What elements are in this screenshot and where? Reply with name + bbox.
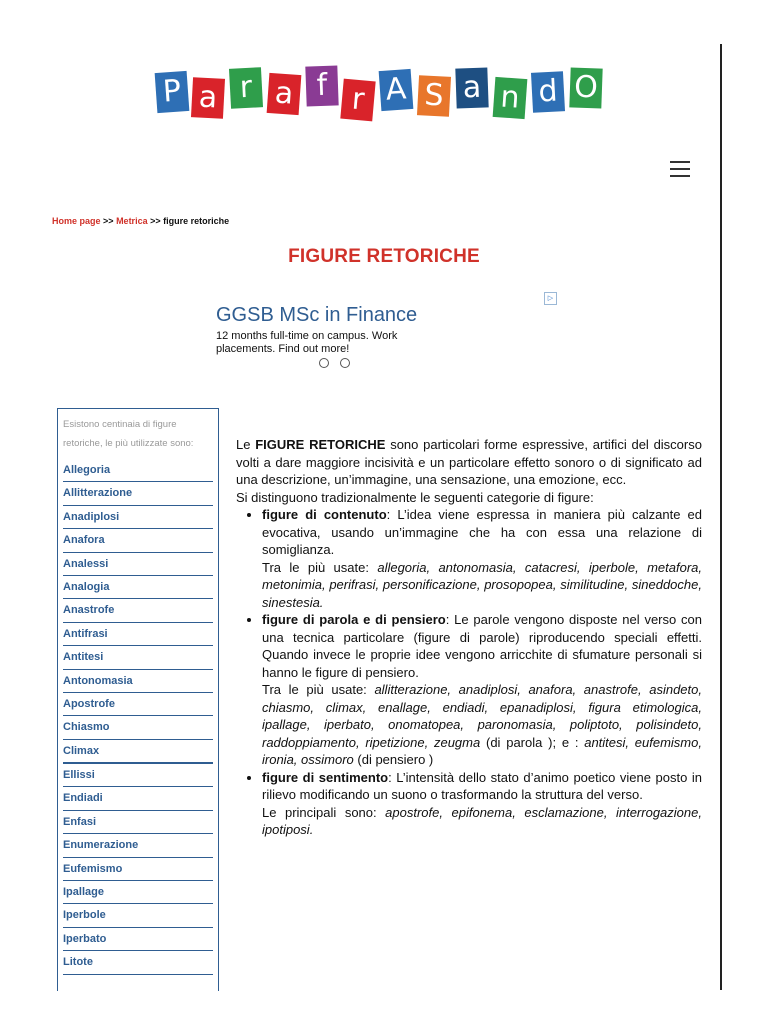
sidebar-item-ellissi[interactable]: Ellissi: [63, 764, 213, 787]
category-title: figure di parola e di pensiero: [262, 612, 446, 627]
intro-paragraph: [236, 436, 702, 489]
intro-bold: FIGURE RETORICHE: [255, 437, 386, 452]
sidebar-item-ipallage[interactable]: Ipallage: [63, 881, 213, 904]
sidebar-item-enfasi[interactable]: Enfasi: [63, 811, 213, 834]
sidebar-item-allitterazione[interactable]: Allitterazione: [63, 482, 213, 505]
figure-names: allitterazione, anadiplosi, anafora, anastrofe, asindeto, chiasmo, climax, enallage, endiadi, epanadiplosi, figura etimologica, ipallage, iperbato, onomatopea, paronomasia, poliptoto, polisindeto, raddoppiamento, ripetizione, zeugma: [262, 682, 702, 750]
ad-choices-icon[interactable]: ▷: [544, 292, 557, 305]
sidebar-item-iperbato[interactable]: Iperbato: [63, 928, 213, 951]
logo-letter: r: [229, 67, 263, 109]
sidebar-item-enumerazione[interactable]: Enumerazione: [63, 834, 213, 857]
logo-letter: r: [340, 79, 375, 122]
category-title: figure di sentimento: [262, 769, 389, 785]
sidebar-item-analessi[interactable]: Analessi: [63, 553, 213, 576]
logo-letter: A: [379, 69, 414, 111]
category-text: Le principali sono:: [262, 804, 377, 820]
breadcrumb-current: figure retoriche: [163, 216, 230, 226]
sidebar-item-climax[interactable]: Climax: [63, 740, 213, 764]
ad-carousel-dot[interactable]: [340, 358, 350, 368]
sidebar-item-anadiplosi[interactable]: Anadiplosi: [63, 506, 213, 529]
figure-names: apostrofe, epifonema, esclamazione, interrogazione, ipotiposi.: [262, 804, 702, 837]
category-text: : L’idea viene espressa in maniera più calzante ed evocativa, usando un’immagine che ha con essa una relazione di somiglianza.: [262, 507, 703, 557]
sidebar-item-anastrofe[interactable]: Anastrofe: [63, 599, 213, 622]
ad-carousel-dot[interactable]: [319, 358, 329, 368]
category-text: (di parola ); e :: [486, 734, 579, 750]
category-text: : Le parole vengono disposte nel verso con una tecnica particolare (figure di parole) riproducendo speciali effetti. Quando invece le proprie idee vengono arricchite di sfumature personali si hanno le figure di pensiero.: [262, 612, 703, 680]
logo-letter: S: [417, 75, 451, 117]
breadcrumb-metrica-link[interactable]: Metrica: [116, 216, 148, 226]
sidebar-item-analogia[interactable]: Analogia: [63, 576, 213, 599]
figure-names: antitesi, eufemismo, ironia, ossimoro: [262, 734, 702, 767]
article-content: [236, 436, 702, 839]
sidebar-item-antitesi[interactable]: Antitesi: [63, 646, 213, 669]
categories-intro: Si distinguono tradizionalmente le seguenti categorie di figure:: [236, 489, 594, 505]
logo-letter: f: [305, 65, 338, 106]
category-text: Tra le più usate:: [262, 682, 367, 697]
sidebar-item-apostrofe[interactable]: Apostrofe: [63, 693, 213, 716]
sidebar-intro: Esistono centinaia di figure retoriche, le più utilizzate sono:: [63, 419, 194, 449]
logo-letter: a: [191, 77, 225, 119]
list-item: [262, 611, 702, 769]
hamburger-icon[interactable]: [668, 158, 694, 180]
page-title: FIGURE RETORICHE: [288, 246, 480, 267]
ad-description[interactable]: 12 months full-time on campus. Work placements. Find out more!: [216, 330, 398, 355]
intro-text: Le: [236, 437, 251, 452]
category-title: figure di contenuto: [262, 507, 387, 522]
intro-text: sono particolari forme espressive, artifici del discorso volti a dare maggiore incisività e un particolare effetto sonoro o di significato ad una descrizione, un’immagine, una sensazione, una emozione, ecc.: [236, 437, 702, 487]
sidebar-item-chiasmo[interactable]: Chiasmo: [63, 716, 213, 739]
sidebar-item-antifrasi[interactable]: Antifrasi: [63, 623, 213, 646]
list-item: [262, 506, 702, 611]
categories-list: [236, 506, 702, 839]
category-text: : L’intensità dello stato d’animo poetico viene posto in rilievo modificando un suono o trasformando la struttura del verso.: [262, 769, 703, 802]
sidebar-item-endiadi[interactable]: Endiadi: [63, 787, 213, 810]
sidebar-item-anafora[interactable]: Anafora: [63, 529, 213, 552]
ad-title[interactable]: GGSB MSc in Finance: [216, 304, 418, 326]
ad-banner[interactable]: [216, 288, 562, 372]
breadcrumb-separator: >>: [103, 216, 114, 226]
logo-letter: a: [455, 67, 488, 108]
logo-letter: n: [493, 77, 528, 119]
breadcrumb-home-link[interactable]: Home page: [52, 216, 101, 226]
site-logo[interactable]: [156, 66, 616, 122]
logo-letter: P: [155, 71, 190, 113]
sidebar-item-allegoria[interactable]: Allegoria: [63, 459, 213, 482]
figure-names: allegoria, antonomasia, catacresi, iperbole, metafora, metonimia, perifrasi, personificazione, prosopopea, similitudine, sineddoche, sinestesia.: [262, 559, 702, 610]
sidebar-item-eufemismo[interactable]: Eufemismo: [63, 858, 213, 881]
page-divider: [720, 44, 722, 990]
sidebar-item-litote[interactable]: Litote: [63, 951, 213, 974]
logo-letter: a: [267, 73, 302, 115]
category-text: (di pensiero ): [357, 752, 434, 767]
logo-letter: d: [531, 71, 565, 113]
sidebar-item-iperbole[interactable]: Iperbole: [63, 904, 213, 927]
category-text: Tra le più usate:: [262, 559, 369, 575]
breadcrumb-separator: >>: [150, 216, 161, 226]
list-item: [262, 769, 702, 839]
sidebar-list: [58, 459, 218, 975]
logo-letter: O: [569, 67, 602, 108]
figures-sidebar: [57, 408, 219, 991]
breadcrumb: [52, 216, 229, 226]
sidebar-item-antonomasia[interactable]: Antonomasia: [63, 670, 213, 693]
